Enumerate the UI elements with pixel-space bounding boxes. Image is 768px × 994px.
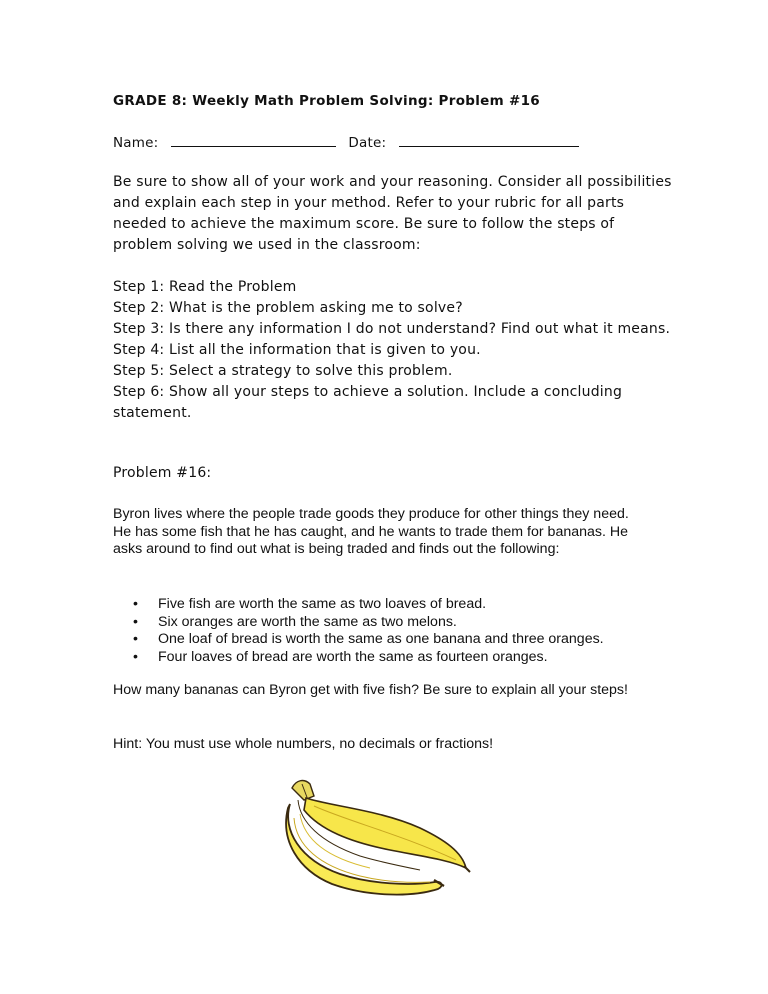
step-item: Step 6: Show all your steps to achieve a solution. Include a concluding statement. bbox=[113, 384, 623, 421]
name-label: Name: bbox=[113, 135, 159, 151]
step-item: Step 3: Is there any information I do not understand? Find out what it means. bbox=[113, 321, 671, 337]
bullet-icon: • bbox=[133, 613, 138, 630]
steps-list bbox=[113, 277, 673, 424]
instructions-text: Be sure to show all of your work and your reasoning. Consider all possibilities and explain each step in your method. Refer to your rubric for all parts needed to achieve the maximum score. Be sure to follow the steps of problem solving we used in the classroom: bbox=[113, 174, 672, 253]
name-blank-line bbox=[171, 134, 336, 147]
bullet-icon: • bbox=[133, 648, 138, 665]
list-item bbox=[113, 596, 673, 614]
step-item: Step 1: Read the Problem bbox=[113, 279, 297, 295]
date-blank-line bbox=[399, 134, 579, 147]
bullet-icon: • bbox=[133, 596, 138, 612]
problem-story: Byron lives where the people trade goods they produce for other things they need. He has some fish that he has caught, and he wants to trade them for bananas. He asks around to find out what is being traded and finds out the following: bbox=[113, 506, 629, 557]
facts-list bbox=[113, 596, 673, 666]
bullet-icon: • bbox=[133, 631, 138, 647]
problem-hint: Hint: You must use whole numbers, no decimals or fractions! bbox=[113, 736, 494, 752]
problem-label: Problem #16: bbox=[113, 465, 212, 481]
name-date-row bbox=[113, 134, 579, 151]
instructions-paragraph bbox=[113, 172, 673, 256]
page-title: GRADE 8: Weekly Math Problem Solving: Problem #16 bbox=[113, 93, 540, 109]
fact-text: One loaf of bread is worth the same as one banana and three oranges. bbox=[158, 631, 604, 647]
step-item: Step 4: List all the information that is given to you. bbox=[113, 342, 481, 358]
step-item: Step 2: What is the problem asking me to solve? bbox=[113, 300, 463, 316]
date-label: Date: bbox=[348, 135, 387, 151]
step-item: Step 5: Select a strategy to solve this problem. bbox=[113, 363, 453, 379]
fact-text: Four loaves of bread are worth the same as fourteen oranges. bbox=[158, 648, 548, 665]
list-item bbox=[113, 649, 673, 667]
list-item bbox=[113, 614, 673, 632]
list-item bbox=[113, 631, 673, 649]
fact-text: Five fish are worth the same as two loaves of bread. bbox=[158, 596, 487, 612]
fact-text: Six oranges are worth the same as two melons. bbox=[158, 613, 457, 630]
banana-icon bbox=[270, 770, 480, 900]
problem-question: How many bananas can Byron get with five fish? Be sure to explain all your steps! bbox=[113, 682, 628, 698]
